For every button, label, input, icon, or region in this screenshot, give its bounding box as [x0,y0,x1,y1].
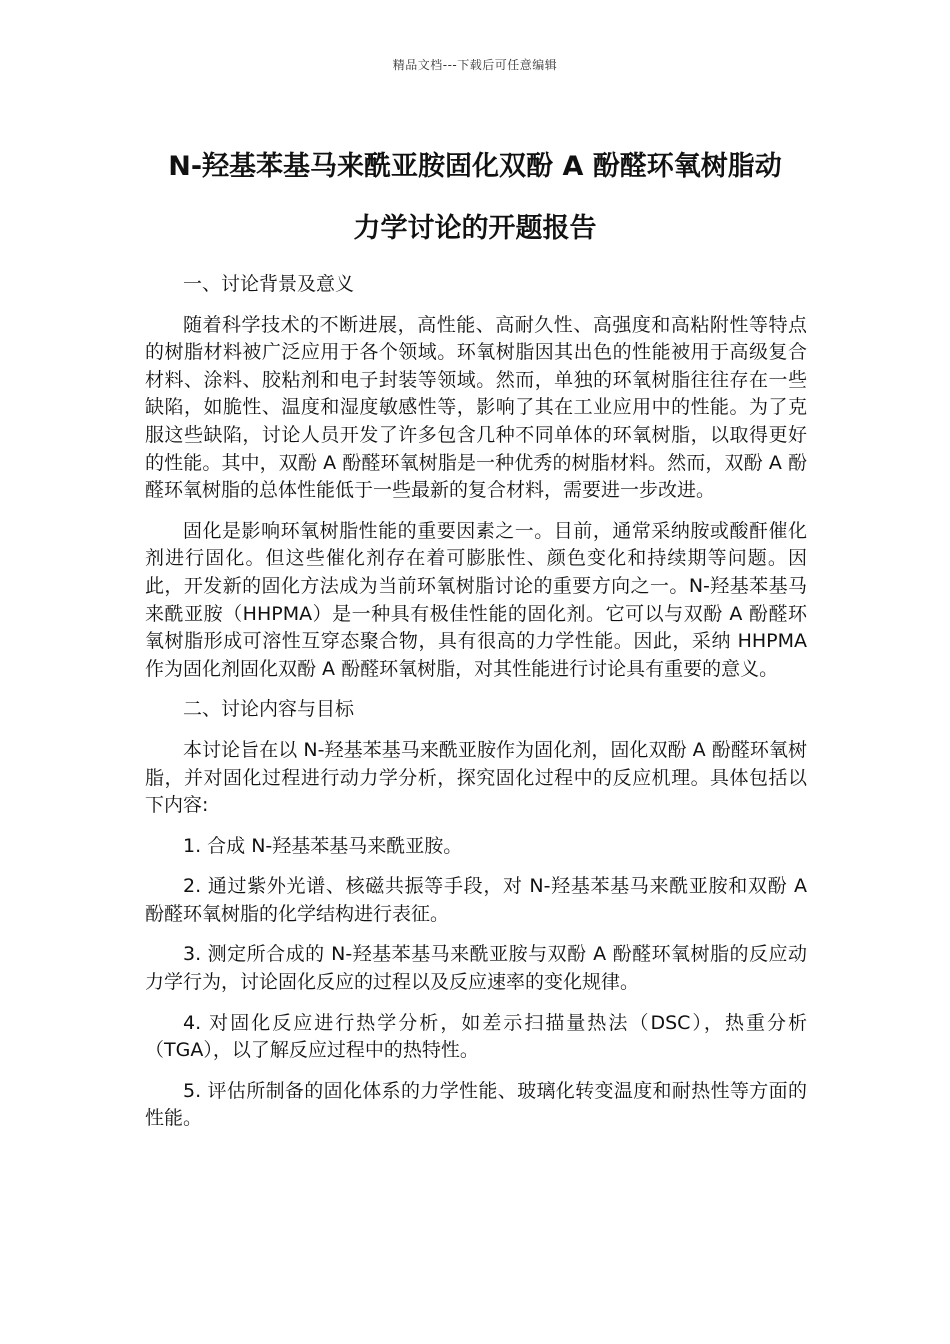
list-item: 3. 测定所合成的 N-羟基苯基马来酰亚胺与双酚 A 酚醛环氧树脂的反应动力学行为，讨论固化反应的过程以及反应速率的变化规律。 [145,943,807,994]
list-item: 4. 对固化反应进行热学分析，如差示扫描量热法（DSC），热重分析（TGA），以了解反应过程中的热特性。 [145,1011,807,1062]
section-heading: 一、讨论背景及意义 [183,273,355,295]
paragraph: 本讨论旨在以 N-羟基苯基马来酰亚胺作为固化剂，固化双酚 A 酚醛环氧树脂，并对固化过程进行动力学分析，探究固化过程中的反应机理。具体包括以下内容: [145,738,807,817]
list-item: 5. 评估所制备的固化体系的力学性能、玻璃化转变温度和耐热性等方面的性能。 [145,1079,807,1130]
title-line-1: N-羟基苯基马来酰亚胺固化双酚 A 酚醛环氧树脂动 [168,151,782,182]
list-item: 2. 通过紫外光谱、核磁共振等手段，对 N-羟基苯基马来酰亚胺和双酚 A 酚醛环氧树脂的化学结构进行表征。 [145,875,807,925]
list-item: 1. 合成 N-羟基苯基马来酰亚胺。 [183,834,463,857]
document-body [145,271,807,1146]
document-title [145,136,805,260]
section-heading: 二、讨论内容与目标 [183,698,355,721]
title-line-2: 力学讨论的开题报告 [353,213,597,244]
paragraph: 随着科学技术的不断进展，高性能、高耐久性、高强度和高粘附性等特点的树脂材料被广泛应用于各个领域。环氧树脂因其出色的性能被用于高级复合材料、涂料、胶粘剂和电子封装等领域。然而，单独的环氧树脂往往存在一些缺陷，如脆性、温度和湿度敏感性等，影响了其在工业应用中的性能。为了克服这些缺陷，讨论人员开发了许多包含几种不同单体的环氧树脂，以取得更好的性能。其中，双酚 A 酚醛环氧树脂是一种优秀的树脂材料。然而，双酚 A 酚醛环氧树脂的总体性能低于一些最新的复合材料，需要进一步改进。 [145,313,807,502]
page-header: 精品文档---下载后可任意编辑 [392,58,558,72]
paragraph: 固化是影响环氧树脂性能的重要因素之一。目前，通常采纳胺或酸酐催化剂进行固化。但这些催化剂存在着可膨胀性、颜色变化和持续期等问题。因此，开发新的固化方法成为当前环氧树脂讨论的重要方向之一。N-羟基苯基马来酰亚胺（HHPMA）是一种具有极佳性能的固化剂。它可以与双酚 A 酚醛环氧树脂形成可溶性互穿态聚合物，具有很高的力学性能。因此，采纳 HHPMA 作为固化剂固化双酚 A 酚醛环氧树脂，对其性能进行讨论具有重要的意义。 [145,519,807,680]
